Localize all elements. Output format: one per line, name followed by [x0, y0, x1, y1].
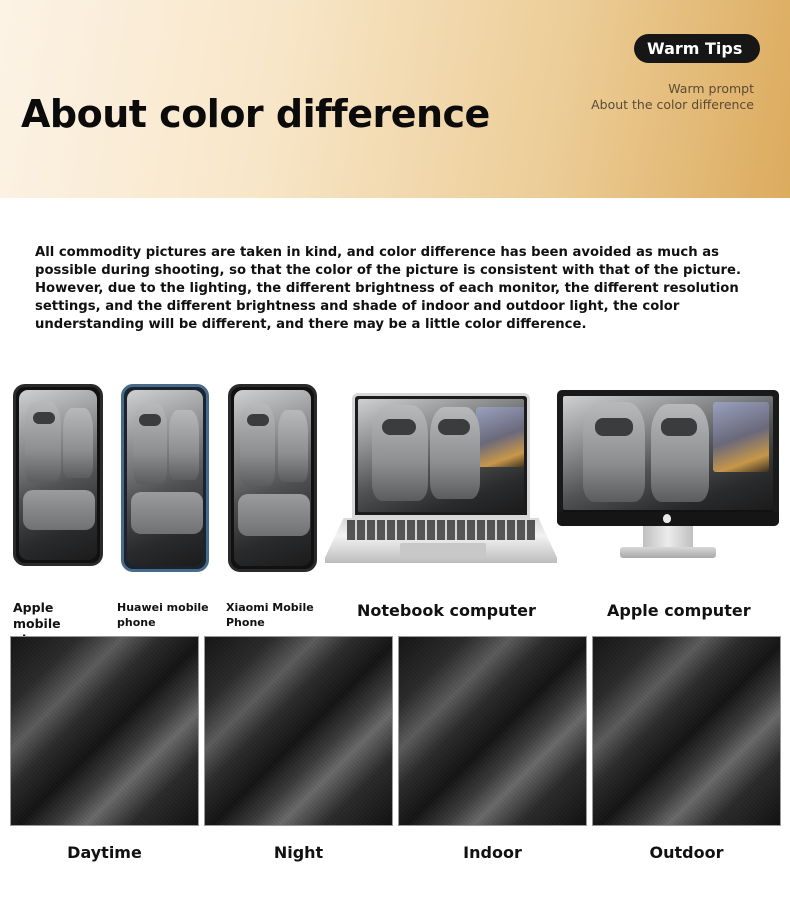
warm-prompt-text: Warm prompt — [668, 81, 754, 96]
warm-tips-badge: Warm Tips — [634, 34, 760, 63]
huawei-phone-image — [121, 384, 209, 572]
huawei-phone-label: Huawei mobile phone — [117, 601, 209, 629]
swatch-label-night: Night — [273, 843, 324, 862]
swatch-label-outdoor: Outdoor — [649, 843, 724, 862]
leather-swatch-outdoor — [592, 636, 781, 826]
leather-swatch-indoor — [398, 636, 587, 826]
xiaomi-phone-image — [228, 384, 317, 572]
leather-swatch-night — [204, 636, 393, 826]
apple-computer-label: Apple computer — [607, 601, 751, 620]
color-difference-notice: All commodity pictures are taken in kind, and color difference has been avoided as much as possible during shooting, so that the color of the picture is consistent with that of the picture. However, due to the lighting, the different brightness of each monitor, the different resolution settings, and the different brightness and shade of indoor and outdoor light, the color understanding will be different, and there may be a little color difference. — [35, 245, 741, 332]
swatch-label-indoor: Indoor — [463, 843, 522, 862]
swatch-label-daytime: Daytime — [67, 843, 142, 862]
notebook-computer-label: Notebook computer — [357, 601, 536, 620]
leather-swatch-daytime — [10, 636, 199, 826]
color-difference-subtitle: About the color difference — [591, 97, 754, 112]
header-banner — [0, 0, 790, 198]
apple-logo-icon — [663, 514, 671, 523]
apple-phone-image — [13, 384, 103, 566]
xiaomi-phone-label: Xiaomi Mobile Phone — [226, 601, 314, 629]
apple-phone-label: Apple mobile — [13, 600, 61, 631]
page-title: About color difference — [21, 92, 490, 136]
